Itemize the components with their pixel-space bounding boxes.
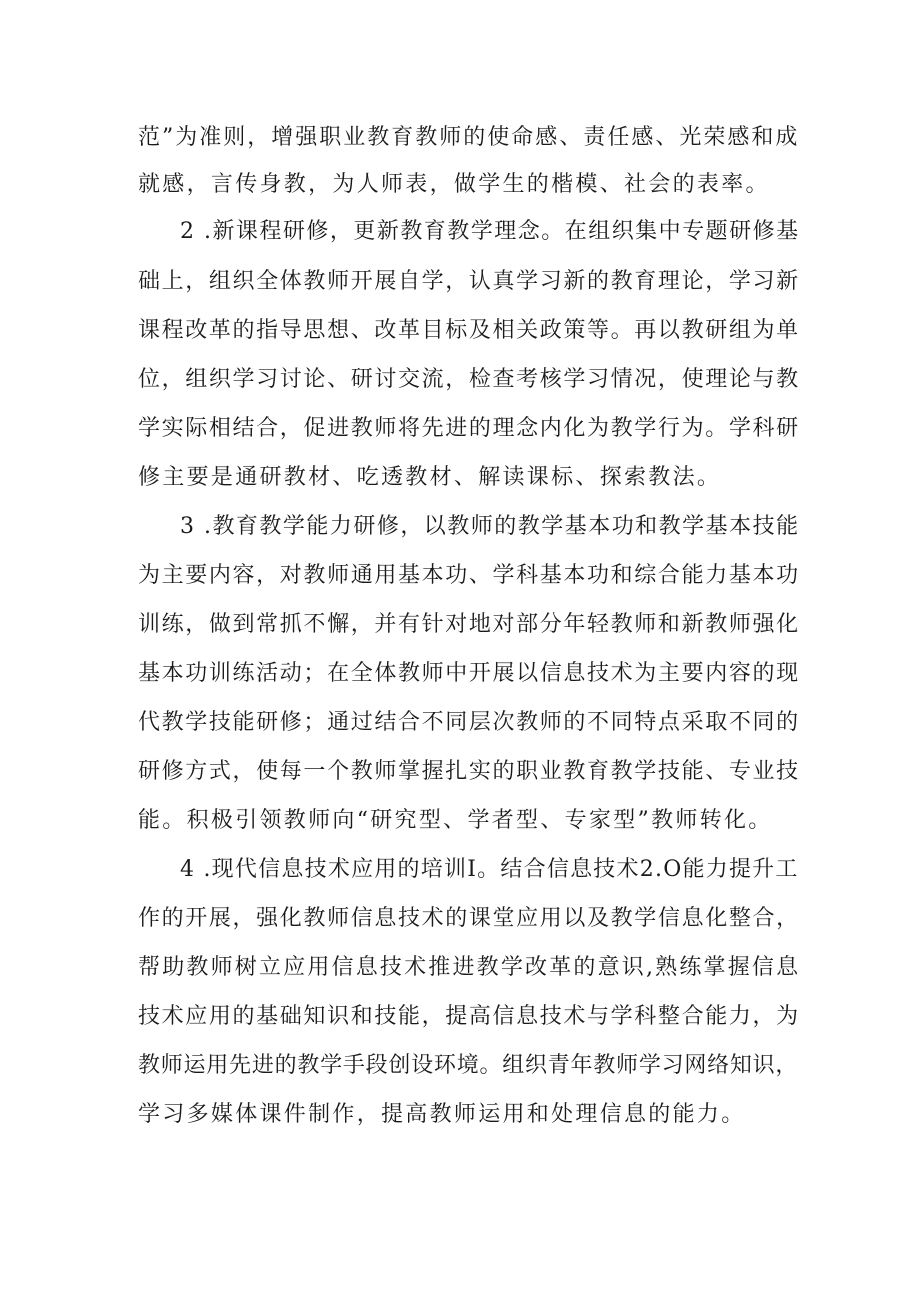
text-line: 课程改革的指导思想、改革目标及相关政策等。再以教研组为单 xyxy=(138,318,800,343)
text-line: 代教学技能研修；通过结合不同层次教师的不同特点采取不同的 xyxy=(138,710,800,735)
paragraph-2-first-line: 2 .新课程研修，更新教育教学理念。在组织集中专题研修基 xyxy=(180,219,800,244)
text-line: 能。积极引领教师向“研究型、学者型、专家型”教师转化。 xyxy=(138,808,773,833)
paragraph-3-first-line: 3 .教育教学能力研修，以教师的教学基本功和教学基本技能 xyxy=(180,514,800,539)
text-line: 就感，言传身教，为人师表，做学生的楷模、社会的表率。 xyxy=(138,172,770,197)
text-line: 作的开展，强化教师信息技术的课堂应用以及教学信息化整合， xyxy=(138,906,800,931)
paragraph-4-first-line: 4 .现代信息技术应用的培训I。结合信息技术2.O能力提升工 xyxy=(180,857,799,882)
text-line: 帮助教师树立应用信息技术推进教学改革的意识,熟练掌握信息 xyxy=(138,955,801,980)
text-line: 基本功训练活动；在全体教师中开展以信息技术为主要内容的现 xyxy=(138,661,800,686)
text-line: 位，组织学习讨论、研讨交流，检查考核学习情况，使理论与教 xyxy=(138,367,800,392)
text-line: 修主要是通研教材、吃透教材、解读课标、探索教法。 xyxy=(138,465,722,490)
text-line: 础上，组织全体教师开展自学，认真学习新的教育理论，学习新 xyxy=(138,269,800,294)
text-line: 技术应用的基础知识和技能，提高信息技术与学科整合能力，为 xyxy=(138,1004,800,1029)
text-line: 范”为准则，增强职业教育教师的使命感、责任感、光荣感和成 xyxy=(138,125,800,150)
text-line: 研修方式，使每一个教师掌握扎实的职业教育教学技能、专业技 xyxy=(138,759,800,784)
text-line: 学实际相结合，促进教师将先进的理念内化为教学行为。学科研 xyxy=(138,416,800,441)
text-line: 教师运用先进的教学手段创设环境。组织青年教师学习网络知识， xyxy=(138,1053,799,1078)
text-line: 为主要内容，对教师通用基本功、学科基本功和综合能力基本功 xyxy=(138,563,800,588)
text-line: 训练，做到常抓不懈，并有针对地对部分年轻教师和新教师强化 xyxy=(138,612,800,637)
text-line: 学习多媒体课件制作，提高教师运用和处理信息的能力。 xyxy=(138,1102,746,1127)
